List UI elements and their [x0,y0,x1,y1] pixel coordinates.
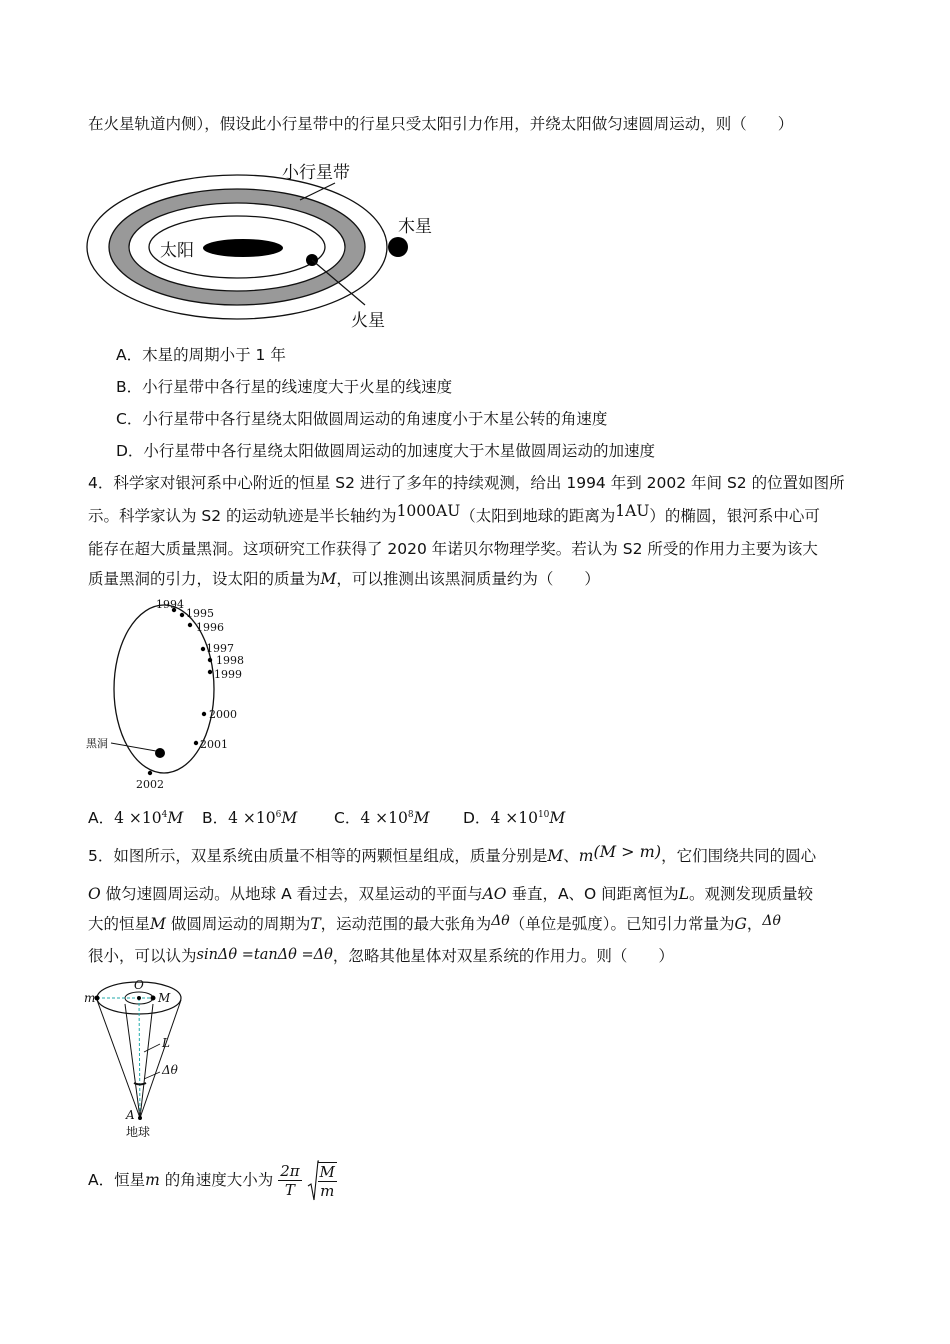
year-2001: 2001 [200,738,228,751]
center-O-label: O [134,978,144,992]
q5-stem-line3: 大的恒星M 做圆周运动的周期为T，运动范围的最大张角为Δθ（单位是弧度）。已知引力常量为G，Δθ [88,913,781,933]
q5-stem-line4: 很小，可以认为sinΔθ =tanΔθ =Δθ，忽略其他星体对双星系统的作用力。则（ ） [88,947,674,965]
black-hole-dot [155,748,165,758]
q4-choice-c: C．$4 \times 10^8M$ [334,809,430,828]
year-2000: 2000 [209,708,237,721]
q4-stem-line1: 4．科学家对银河系中心附近的恒星 S2 进行了多年的持续观测，给出 1994 年到 2002 年间 S2 的位置如图所 [88,474,845,492]
q3-option-a: A．木星的周期小于 1 年 [116,346,286,364]
year-1994: 1994 [156,598,184,611]
year-1995: 1995 [186,607,214,620]
q4-stem-line3: 能存在超大质量黑洞。这项研究工作获得了 2020 年诺贝尔物理学奖。若认为 S2 所受的作用力主要为该大 [88,540,818,558]
q5-stem-line2: O 做匀速圆周运动。从地球 A 看过去，双星运动的平面与AO 垂直，A、O 间距离恒为L。观测发现质量较 [88,885,813,903]
q4-stem-line2: 示。科学家认为 S2 的运动轨迹是半长轴约为1000AU（太阳到地球的距离为1AU）的椭圆，银河系中心可 [88,502,820,525]
m-label: m [84,991,96,1005]
jupiter-label: 木星 [398,217,432,237]
M-label: M [158,991,171,1005]
q3-option-b: B．小行星带中各行星的线速度大于火星的线速度 [116,378,453,396]
q5-stem-line1: 5．如图所示，双星系统由质量不相等的两颗恒星组成，质量分别是M、m(M > m)，它们围绕共同的圆心 [88,842,817,865]
year-1999: 1999 [214,668,242,681]
q3-stem-tail: 在火星轨道内侧），假设此小行星带中的行星只受太阳引力作用，并绕太阳做匀速圆周运动，则（ ） [88,115,794,133]
sun-shape [203,239,283,257]
q3-option-c: C．小行星带中各行星绕太阳做圆周运动的角速度小于木星公转的角速度 [116,410,608,428]
sun-label: 太阳 [160,241,194,261]
earth-label: 地球 [126,1125,151,1139]
dtheta-label: Δθ [162,1063,178,1077]
A-label: A [126,1108,135,1122]
q4-choice-d: D．$4 \times 10^{10}M$ [463,809,566,828]
q4-stem-line4: 质量黑洞的引力，设太阳的质量为M，可以推测出该黑洞质量约为（ ） [88,570,600,588]
sqrt-M-over-m: $\frac{M}{m}$ [307,1158,337,1204]
mars-label: 火星 [351,311,385,331]
binary-star-figure [82,976,192,1142]
q4-semi-major-axis: 1000AU [396,502,461,520]
year-1996: 1996 [196,621,224,634]
year-1997: 1997 [206,642,234,655]
q4-choice-b: B．$4 \times 10^6M$ [202,809,298,828]
q3-option-d: D．小行星带中各行星绕太阳做圆周运动的加速度大于木星做圆周运动的加速度 [116,442,655,460]
belt-label: 小行星带 [282,163,350,183]
q5-option-a: A．恒星m 的角速度大小为 $\frac{2\pi}{T}$ $\frac{M}{m}$ [88,1157,868,1203]
asteroid-belt-figure [80,155,450,335]
fraction-2pi-over-T: $\frac{2\pi}{T}$ [280,1162,300,1199]
q4-choice-a: A．$4 \times 10^4M$ [88,809,184,828]
black-hole-label: 黑洞 [86,737,108,750]
q4-au-unit: 1AU [615,502,650,520]
mass-condition: (M > m) [593,842,662,861]
L-label: L [162,1036,170,1050]
star-M-dot [151,996,156,1001]
year-2002: 2002 [136,778,164,791]
jupiter-dot [388,237,408,257]
year-1998: 1998 [216,654,244,667]
s2-orbit-figure [84,596,254,796]
